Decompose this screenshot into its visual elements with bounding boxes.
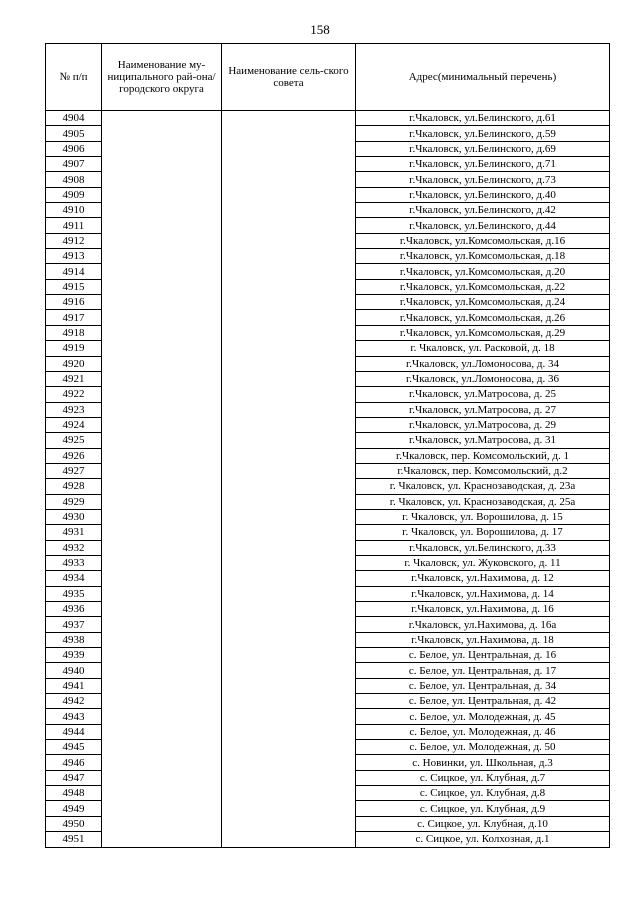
row-number: 4906 <box>46 141 102 156</box>
address-cell: с. Белое, ул. Центральная, д. 16 <box>356 648 610 663</box>
row-number: 4923 <box>46 402 102 417</box>
address-cell: г.Чкаловск, ул.Комсомольская, д.26 <box>356 310 610 325</box>
row-number: 4918 <box>46 325 102 340</box>
address-cell: г.Чкаловск, ул.Матросова, д. 31 <box>356 433 610 448</box>
row-number: 4937 <box>46 617 102 632</box>
address-cell: г.Чкаловск, ул.Белинского, д.44 <box>356 218 610 233</box>
row-number: 4924 <box>46 417 102 432</box>
row-number: 4931 <box>46 525 102 540</box>
address-cell: с. Белое, ул. Центральная, д. 34 <box>356 678 610 693</box>
row-number: 4938 <box>46 632 102 647</box>
address-cell: с. Сицкое, ул. Клубная, д.9 <box>356 801 610 816</box>
row-number: 4941 <box>46 678 102 693</box>
address-cell: г. Чкаловск, ул. Расковой, д. 18 <box>356 341 610 356</box>
address-cell: г. Чкаловск, ул. Краснозаводская, д. 25а <box>356 494 610 509</box>
row-number: 4908 <box>46 172 102 187</box>
row-number: 4943 <box>46 709 102 724</box>
row-number: 4925 <box>46 433 102 448</box>
address-cell: г. Чкаловск, ул. Ворошилова, д. 17 <box>356 525 610 540</box>
address-cell: с. Белое, ул. Молодежная, д. 50 <box>356 740 610 755</box>
council-cell <box>222 111 356 848</box>
address-cell: г.Чкаловск, ул.Комсомольская, д.18 <box>356 249 610 264</box>
row-number: 4946 <box>46 755 102 770</box>
address-cell: г.Чкаловск, ул.Комсомольская, д.22 <box>356 279 610 294</box>
address-cell: г.Чкаловск, ул.Матросова, д. 27 <box>356 402 610 417</box>
header-council: Наименование сель-ского совета <box>222 44 356 111</box>
address-cell: г.Чкаловск, ул.Нахимова, д. 14 <box>356 586 610 601</box>
address-table <box>45 43 610 848</box>
row-number: 4933 <box>46 555 102 570</box>
header-district: Наименование му-ниципального рай-она/ городского округа <box>102 44 222 111</box>
row-number: 4912 <box>46 233 102 248</box>
row-number: 4922 <box>46 387 102 402</box>
address-cell: с. Сицкое, ул. Клубная, д.7 <box>356 770 610 785</box>
header-address: Адрес(минимальный перечень) <box>356 44 610 111</box>
row-number: 4948 <box>46 786 102 801</box>
row-number: 4905 <box>46 126 102 141</box>
row-number: 4945 <box>46 740 102 755</box>
address-cell: г.Чкаловск, ул.Матросова, д. 25 <box>356 387 610 402</box>
address-cell: г. Чкаловск, ул. Жуковского, д. 11 <box>356 555 610 570</box>
row-number: 4915 <box>46 279 102 294</box>
row-number: 4949 <box>46 801 102 816</box>
table-header <box>46 44 610 111</box>
address-cell: г.Чкаловск, ул.Нахимова, д. 18 <box>356 632 610 647</box>
address-cell: г.Чкаловск, ул.Белинского, д.69 <box>356 141 610 156</box>
address-cell: г.Чкаловск, пер. Комсомольский, д. 1 <box>356 448 610 463</box>
address-cell: г.Чкаловск, ул.Белинского, д.42 <box>356 203 610 218</box>
row-number: 4942 <box>46 694 102 709</box>
address-cell: г.Чкаловск, пер. Комсомольский, д.2 <box>356 463 610 478</box>
row-number: 4928 <box>46 479 102 494</box>
row-number: 4936 <box>46 602 102 617</box>
address-cell: г.Чкаловск, ул.Комсомольская, д.20 <box>356 264 610 279</box>
address-cell: с. Белое, ул. Центральная, д. 42 <box>356 694 610 709</box>
address-cell: г. Чкаловск, ул. Краснозаводская, д. 23а <box>356 479 610 494</box>
row-number: 4929 <box>46 494 102 509</box>
address-cell: г.Чкаловск, ул.Комсомольская, д.24 <box>356 295 610 310</box>
address-cell: г.Чкаловск, ул.Комсомольская, д.29 <box>356 325 610 340</box>
address-cell: г.Чкаловск, ул.Белинского, д.40 <box>356 187 610 202</box>
row-number: 4951 <box>46 832 102 847</box>
row-number: 4909 <box>46 187 102 202</box>
row-number: 4921 <box>46 371 102 386</box>
row-number: 4919 <box>46 341 102 356</box>
address-cell: г.Чкаловск, ул.Нахимова, д. 16а <box>356 617 610 632</box>
row-number: 4907 <box>46 157 102 172</box>
row-number: 4939 <box>46 648 102 663</box>
row-number: 4913 <box>46 249 102 264</box>
address-cell: г.Чкаловск, ул.Комсомольская, д.16 <box>356 233 610 248</box>
row-number: 4916 <box>46 295 102 310</box>
address-cell: с. Белое, ул. Молодежная, д. 45 <box>356 709 610 724</box>
address-cell: г.Чкаловск, ул.Белинского, д.61 <box>356 111 610 126</box>
row-number: 4934 <box>46 571 102 586</box>
table-body <box>46 111 610 848</box>
address-cell: г. Чкаловск, ул. Ворошилова, д. 15 <box>356 509 610 524</box>
row-number: 4917 <box>46 310 102 325</box>
address-cell: с. Новинки, ул. Школьная, д.3 <box>356 755 610 770</box>
address-cell: г.Чкаловск, ул.Белинского, д.59 <box>356 126 610 141</box>
row-number: 4911 <box>46 218 102 233</box>
address-cell: с. Белое, ул. Центральная, д. 17 <box>356 663 610 678</box>
row-number: 4935 <box>46 586 102 601</box>
table-row <box>46 111 610 126</box>
row-number: 4920 <box>46 356 102 371</box>
address-cell: г.Чкаловск, ул.Белинского, д.33 <box>356 540 610 555</box>
address-cell: г.Чкаловск, ул.Белинского, д.71 <box>356 157 610 172</box>
row-number: 4926 <box>46 448 102 463</box>
row-number: 4950 <box>46 816 102 831</box>
page-number: 158 <box>310 22 330 37</box>
address-cell: г.Чкаловск, ул.Ломоносова, д. 34 <box>356 356 610 371</box>
row-number: 4910 <box>46 203 102 218</box>
address-cell: с. Сицкое, ул. Колхозная, д.1 <box>356 832 610 847</box>
row-number: 4940 <box>46 663 102 678</box>
row-number: 4944 <box>46 724 102 739</box>
address-cell: г.Чкаловск, ул.Матросова, д. 29 <box>356 417 610 432</box>
row-number: 4932 <box>46 540 102 555</box>
row-number: 4930 <box>46 509 102 524</box>
address-cell: г.Чкаловск, ул.Нахимова, д. 12 <box>356 571 610 586</box>
row-number: 4947 <box>46 770 102 785</box>
address-cell: с. Сицкое, ул. Клубная, д.10 <box>356 816 610 831</box>
address-cell: г.Чкаловск, ул.Белинского, д.73 <box>356 172 610 187</box>
row-number: 4914 <box>46 264 102 279</box>
address-cell: г.Чкаловск, ул.Ломоносова, д. 36 <box>356 371 610 386</box>
address-cell: с. Сицкое, ул. Клубная, д.8 <box>356 786 610 801</box>
address-cell: г.Чкаловск, ул.Нахимова, д. 16 <box>356 602 610 617</box>
row-number: 4927 <box>46 463 102 478</box>
district-cell <box>102 111 222 848</box>
header-num: № п/п <box>46 44 102 111</box>
address-cell: с. Белое, ул. Молодежная, д. 46 <box>356 724 610 739</box>
row-number: 4904 <box>46 111 102 126</box>
